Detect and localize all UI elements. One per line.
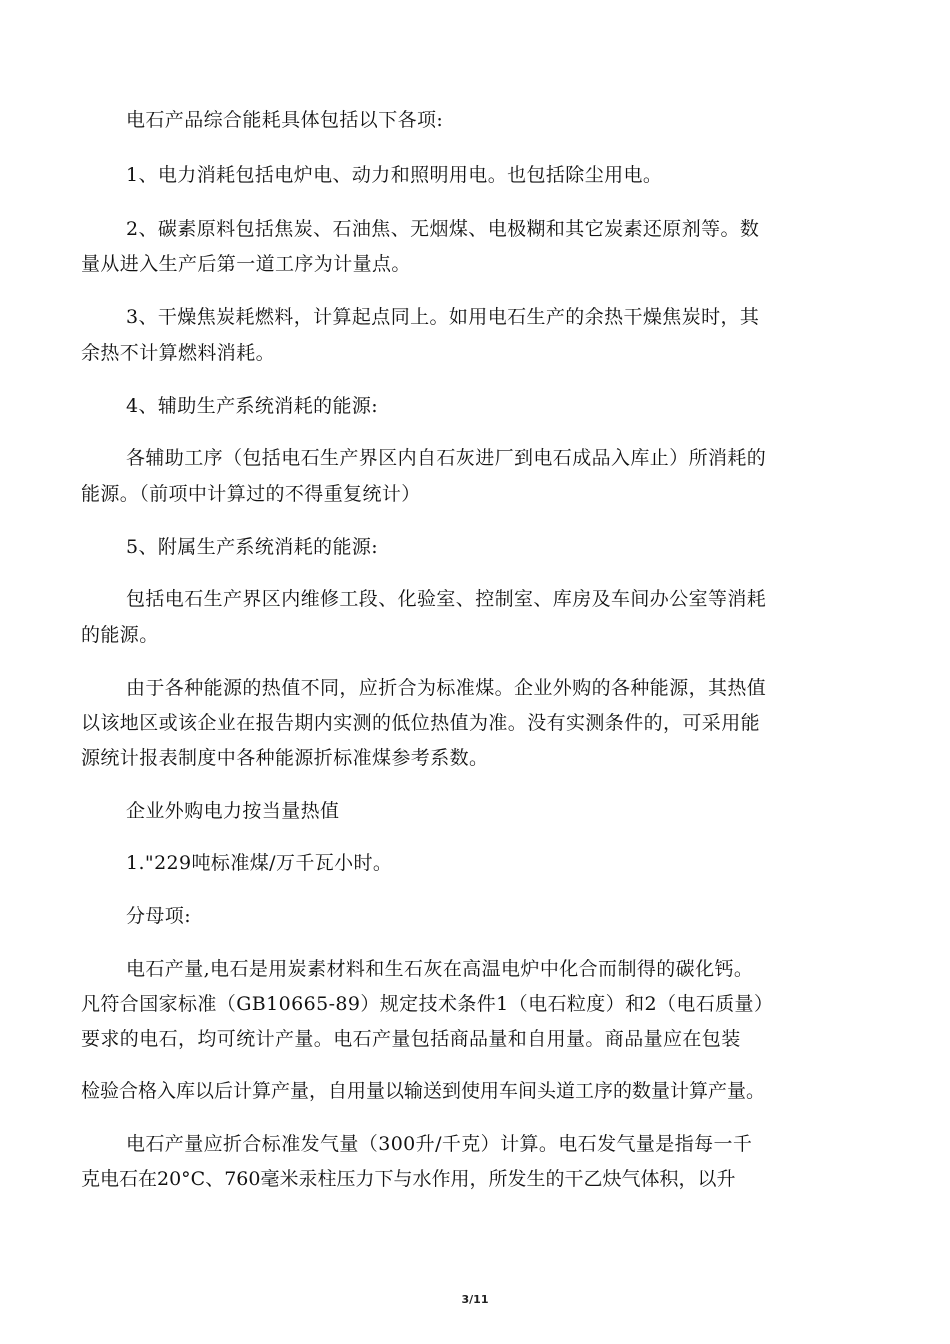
- output-paragraph-line-1: 电石产量,电石是用炭素材料和生石灰在高温电炉中化合而制得的碳化钙。: [126, 958, 754, 980]
- gas-volume-line-2: 克电石在20°C、760毫米汞柱压力下与水作用，所发生的干乙炔气体积，以升: [81, 1168, 736, 1190]
- output-paragraph-line-3: 要求的电石，均可统计产量。电石产量包括商品量和自用量。商品量应在包装: [81, 1028, 741, 1050]
- standard-coal-line-2: 以该地区或该企业在报告期内实测的低位热值为准。没有实测条件的，可采用能: [81, 712, 761, 734]
- output-paragraph-line-2: 凡符合国家标准（GB10665-89）规定技术条件1（电石粒度）和2（电石质量）: [81, 993, 774, 1015]
- gas-volume-line-1: 电石产量应折合标准发气量（300升/千克）计算。电石发气量是指每一千: [126, 1133, 753, 1155]
- item-3-drying-line-2: 余热不计算燃料消耗。: [81, 342, 276, 364]
- item-5-body-line-1: 包括电石生产界区内维修工段、化验室、控制室、库房及车间办公室等消耗: [126, 588, 767, 610]
- page-number: 3/11: [461, 1293, 489, 1306]
- standard-coal-line-3: 源统计报表制度中各种能源折标准煤参考系数。: [81, 747, 489, 769]
- item-2-carbon-line-2: 量从进入生产后第一道工序为计量点。: [81, 253, 411, 275]
- item-4-body-line-1: 各辅助工序（包括电石生产界区内自石灰进厂到电石成品入库止）所消耗的: [126, 447, 767, 469]
- purchased-power-line: 企业外购电力按当量热值: [126, 800, 340, 822]
- item-2-carbon-line-1: 2、碳素原料包括焦炭、石油焦、无烟煤、电极糊和其它炭素还原剂等。数: [126, 218, 760, 240]
- item-5-body-line-2: 的能源。: [81, 624, 159, 646]
- conversion-factor-line: 1."229吨标准煤/万千瓦小时。: [126, 852, 393, 874]
- paragraph-intro: 电石产品综合能耗具体包括以下各项:: [126, 109, 444, 131]
- item-1-electricity: 1、电力消耗包括电炉电、动力和照明用电。也包括除尘用电。: [126, 164, 663, 186]
- denominator-heading: 分母项:: [126, 905, 192, 927]
- item-4-body-line-2: 能源。（前项中计算过的不得重复统计）: [81, 483, 421, 505]
- standard-coal-line-1: 由于各种能源的热值不同，应折合为标准煤。企业外购的各种能源，其热值: [126, 677, 767, 699]
- output-paragraph-line-4: 检验合格入库以后计算产量，自用量以输送到使用车间头道工序的数量计算产量。: [81, 1080, 766, 1102]
- item-4-heading: 4、辅助生产系统消耗的能源:: [126, 395, 379, 417]
- item-3-drying-line-1: 3、干燥焦炭耗燃料，计算起点同上。如用电石生产的余热干燥焦炭时，其: [126, 306, 760, 328]
- item-5-heading: 5、附属生产系统消耗的能源:: [126, 536, 379, 558]
